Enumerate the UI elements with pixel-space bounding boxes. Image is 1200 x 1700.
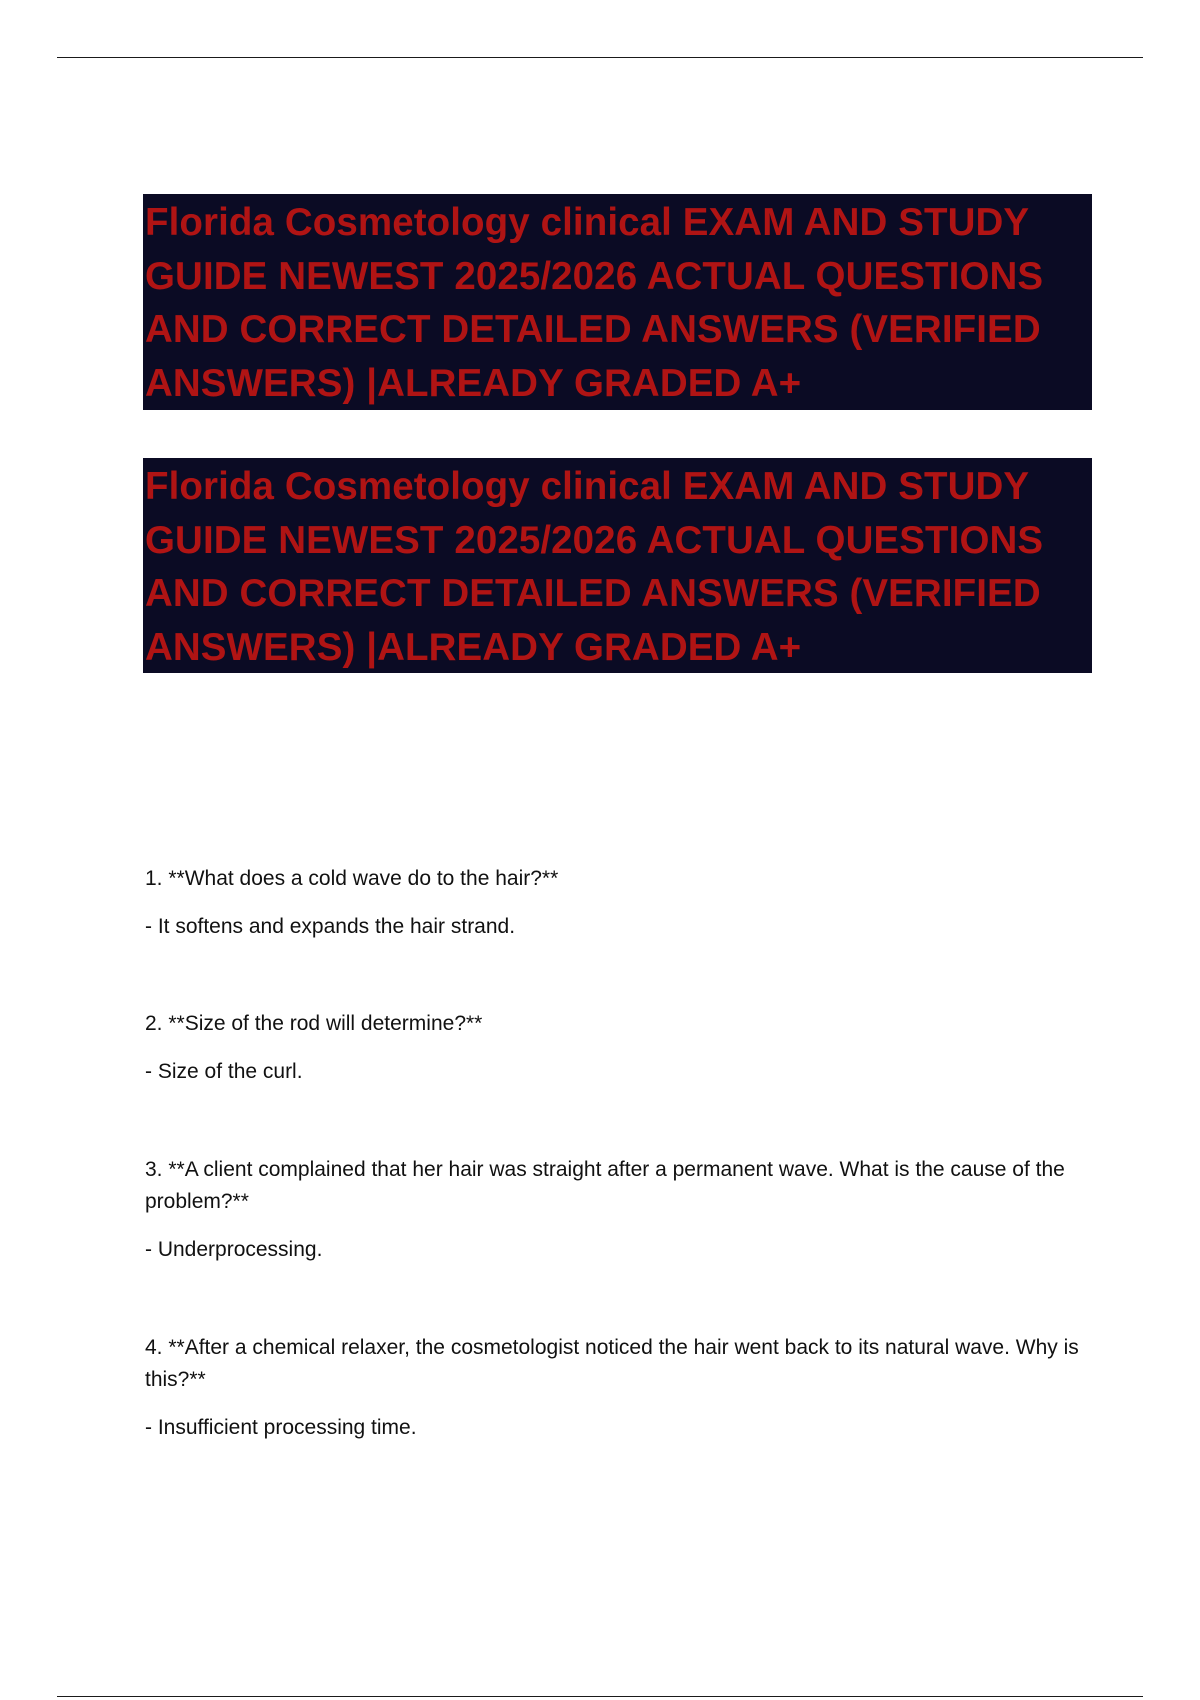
question-1: 1. **What does a cold wave do to the hair?** bbox=[145, 867, 559, 890]
bottom-rule bbox=[57, 1696, 1143, 1697]
qa-item-3 bbox=[145, 1154, 1085, 1266]
answer-2: - Size of the curl. bbox=[145, 1060, 303, 1083]
answer-3: - Underprocessing. bbox=[145, 1238, 323, 1261]
title-banner-2-text: Florida Cosmetology clinical EXAM AND STUDY GUIDE NEWEST 2025/2026 ACTUAL QUESTIONS AND CORRECT DETAILED ANSWERS (VERIFIED ANSWERS) |ALREADY GRADED A+ bbox=[145, 465, 1044, 669]
title-banner-1-text: Florida Cosmetology clinical EXAM AND STUDY GUIDE NEWEST 2025/2026 ACTUAL QUESTIONS AND CORRECT DETAILED ANSWERS (VERIFIED ANSWERS) |ALREADY GRADED A+ bbox=[145, 201, 1044, 405]
answer-1: - It softens and expands the hair strand. bbox=[145, 915, 516, 938]
question-3: 3. **A client complained that her hair was straight after a permanent wave. What is the cause of the problem?** bbox=[145, 1158, 1065, 1213]
top-rule bbox=[57, 57, 1143, 58]
answer-4: - Insufficient processing time. bbox=[145, 1416, 417, 1439]
qa-item-1 bbox=[145, 863, 1085, 943]
question-2: 2. **Size of the rod will determine?** bbox=[145, 1012, 483, 1035]
qa-item-2 bbox=[145, 1008, 1085, 1088]
qa-item-4 bbox=[145, 1332, 1085, 1444]
title-banner-2 bbox=[143, 458, 1092, 673]
title-banner-1 bbox=[143, 194, 1092, 410]
question-4: 4. **After a chemical relaxer, the cosmetologist noticed the hair went back to its natural wave. Why is this?** bbox=[145, 1336, 1079, 1391]
